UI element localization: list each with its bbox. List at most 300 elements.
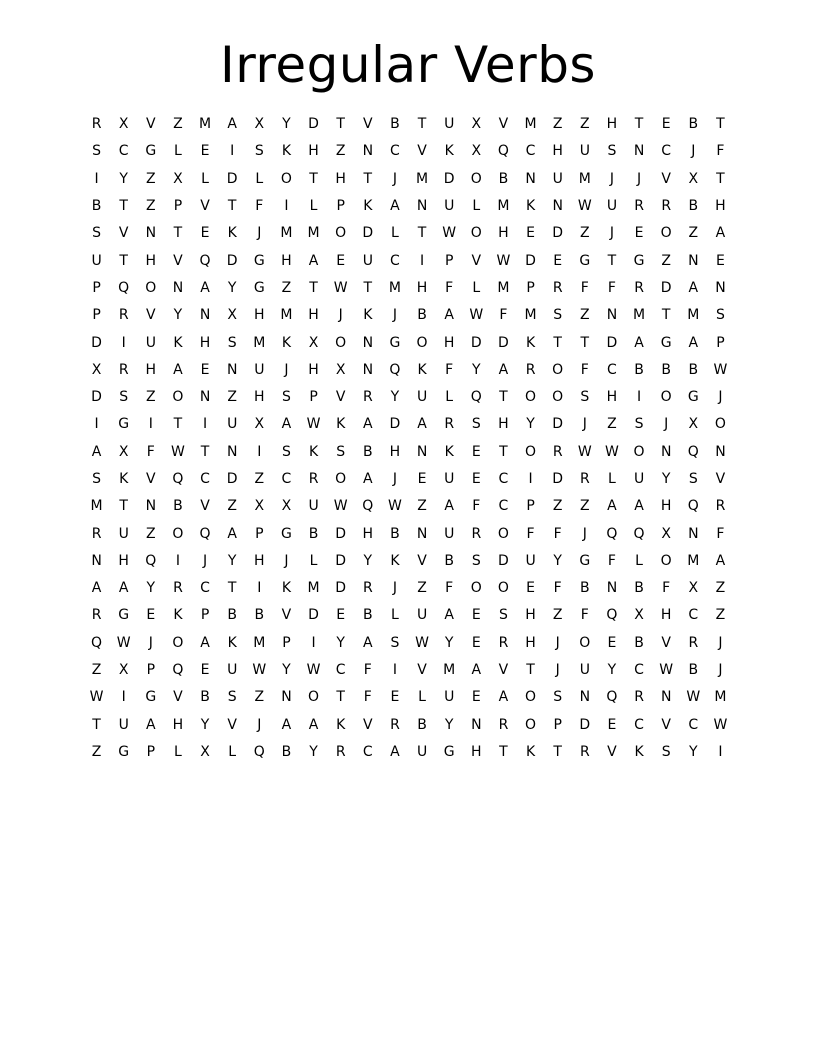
grid-cell[interactable]: H <box>525 607 536 624</box>
grid-cell[interactable]: B <box>254 607 265 624</box>
grid-cell[interactable]: H <box>254 389 265 406</box>
grid-cell[interactable]: N <box>660 689 672 706</box>
grid-cell[interactable]: Y <box>119 170 128 187</box>
grid-cell[interactable]: O <box>552 389 564 406</box>
grid-cell[interactable]: U <box>118 716 129 733</box>
grid-cell[interactable]: M <box>443 662 456 679</box>
grid-cell[interactable]: D <box>308 607 319 624</box>
grid-cell[interactable]: K <box>363 198 373 215</box>
grid-cell[interactable]: F <box>580 279 589 296</box>
grid-cell[interactable]: R <box>362 580 373 597</box>
grid-cell[interactable]: N <box>471 716 482 733</box>
grid-cell[interactable]: G <box>660 334 672 351</box>
grid-cell[interactable]: E <box>634 225 644 242</box>
grid-cell[interactable]: B <box>363 607 373 624</box>
grid-cell[interactable]: V <box>146 471 156 487</box>
grid-cell[interactable]: P <box>173 198 183 215</box>
grid-cell[interactable]: J <box>691 143 696 160</box>
grid-cell[interactable]: C <box>607 361 617 378</box>
grid-cell[interactable]: L <box>472 198 481 215</box>
grid-cell[interactable]: V <box>661 716 671 733</box>
grid-cell[interactable]: Z <box>580 307 590 324</box>
grid-cell[interactable]: T <box>173 225 183 242</box>
grid-cell[interactable]: G <box>145 143 157 160</box>
grid-cell[interactable]: U <box>552 170 563 187</box>
grid-cell[interactable]: M <box>524 116 537 133</box>
grid-cell[interactable]: U <box>416 743 428 760</box>
grid-cell[interactable]: N <box>688 252 699 269</box>
grid-cell[interactable]: V <box>417 662 427 679</box>
grid-cell[interactable]: E <box>471 471 481 487</box>
grid-cell[interactable]: N <box>281 689 292 706</box>
grid-cell[interactable]: X <box>688 580 699 597</box>
grid-cell[interactable]: F <box>607 552 616 569</box>
grid-cell[interactable]: M <box>714 689 727 706</box>
grid-cell[interactable]: L <box>391 225 399 242</box>
grid-cell[interactable]: T <box>119 252 128 269</box>
grid-cell[interactable]: R <box>308 471 319 487</box>
grid-cell[interactable]: N <box>226 443 238 460</box>
grid-cell[interactable]: E <box>526 225 535 242</box>
grid-cell[interactable]: N <box>416 443 428 460</box>
grid-cell[interactable]: B <box>308 525 319 542</box>
grid-cell[interactable]: E <box>526 580 535 597</box>
grid-cell[interactable]: R <box>471 525 482 542</box>
grid-cell[interactable]: C <box>200 580 210 597</box>
grid-cell[interactable]: X <box>254 116 265 133</box>
grid-cell[interactable]: I <box>284 198 289 215</box>
grid-cell[interactable]: W <box>116 634 131 651</box>
grid-cell[interactable]: N <box>91 552 102 569</box>
grid-cell[interactable]: U <box>525 552 536 569</box>
grid-cell[interactable]: H <box>552 143 563 160</box>
grid-cell[interactable]: T <box>499 443 508 460</box>
grid-cell[interactable]: O <box>172 389 184 406</box>
grid-cell[interactable]: H <box>471 743 482 760</box>
grid-cell[interactable]: V <box>363 116 373 133</box>
grid-cell[interactable]: K <box>308 443 319 460</box>
grid-cell[interactable]: M <box>388 279 401 296</box>
grid-cell[interactable]: I <box>175 552 180 569</box>
grid-cell[interactable]: R <box>335 743 346 760</box>
grid-cell[interactable]: C <box>362 743 373 760</box>
grid-cell[interactable]: D <box>226 170 238 187</box>
grid-cell[interactable]: I <box>311 634 316 651</box>
grid-cell[interactable]: Q <box>633 525 645 542</box>
grid-cell[interactable]: I <box>148 416 153 433</box>
grid-cell[interactable]: X <box>254 416 265 433</box>
grid-cell[interactable]: E <box>471 634 481 651</box>
grid-cell[interactable]: P <box>200 607 210 624</box>
grid-cell[interactable]: T <box>417 225 427 242</box>
grid-cell[interactable]: U <box>416 389 428 406</box>
grid-cell[interactable]: A <box>390 743 400 760</box>
grid-cell[interactable]: Y <box>173 307 183 324</box>
grid-cell[interactable]: K <box>336 716 346 733</box>
grid-cell[interactable]: V <box>661 170 671 187</box>
grid-cell[interactable]: K <box>634 743 644 760</box>
grid-cell[interactable]: I <box>202 416 208 433</box>
grid-cell[interactable]: R <box>552 443 563 460</box>
grid-cell[interactable]: G <box>579 552 591 569</box>
grid-cell[interactable]: Z <box>254 471 265 487</box>
grid-cell[interactable]: G <box>118 743 130 760</box>
grid-cell[interactable]: J <box>718 662 723 679</box>
grid-cell[interactable]: Z <box>580 116 590 133</box>
grid-cell[interactable]: Y <box>390 389 400 406</box>
grid-cell[interactable]: G <box>579 252 591 269</box>
grid-cell[interactable]: J <box>636 170 642 187</box>
grid-cell[interactable]: G <box>118 416 130 433</box>
grid-cell[interactable]: Q <box>172 471 184 487</box>
grid-cell[interactable]: M <box>497 198 510 215</box>
grid-cell[interactable]: L <box>201 170 209 187</box>
grid-cell[interactable]: U <box>606 198 618 215</box>
grid-cell[interactable]: W <box>577 443 592 460</box>
grid-cell[interactable]: D <box>335 525 347 542</box>
grid-cell[interactable]: H <box>145 361 157 378</box>
grid-cell[interactable]: S <box>634 416 644 433</box>
grid-cell[interactable]: B <box>661 361 671 378</box>
grid-cell[interactable]: W <box>713 361 728 378</box>
grid-cell[interactable]: E <box>200 662 210 679</box>
grid-cell[interactable]: E <box>661 116 671 133</box>
grid-cell[interactable]: L <box>472 279 481 296</box>
grid-cell[interactable]: E <box>471 689 481 706</box>
grid-cell[interactable]: T <box>363 279 373 296</box>
grid-cell[interactable]: V <box>335 389 346 406</box>
grid-cell[interactable]: H <box>308 307 319 324</box>
grid-cell[interactable]: H <box>172 716 184 733</box>
grid-cell[interactable]: Z <box>715 580 726 597</box>
grid-cell[interactable]: J <box>284 552 289 569</box>
grid-cell[interactable]: B <box>417 716 427 733</box>
grid-cell[interactable]: V <box>227 716 237 733</box>
grid-cell[interactable]: Y <box>444 716 454 733</box>
grid-cell[interactable]: L <box>309 198 318 215</box>
grid-cell[interactable]: B <box>634 361 644 378</box>
grid-cell[interactable]: O <box>470 580 482 597</box>
grid-cell[interactable]: U <box>444 525 455 542</box>
grid-cell[interactable]: U <box>227 416 238 433</box>
grid-cell[interactable]: L <box>418 689 426 706</box>
grid-cell[interactable]: B <box>200 689 210 706</box>
grid-cell[interactable]: H <box>606 389 618 406</box>
grid-cell[interactable]: W <box>713 716 728 733</box>
grid-cell[interactable]: D <box>579 716 591 733</box>
grid-cell[interactable]: C <box>634 662 644 679</box>
grid-cell[interactable]: O <box>525 389 537 406</box>
grid-cell[interactable]: O <box>280 170 292 187</box>
grid-cell[interactable]: N <box>145 498 157 515</box>
grid-cell[interactable]: X <box>661 525 671 542</box>
grid-cell[interactable]: R <box>525 361 536 378</box>
grid-cell[interactable]: Z <box>254 689 265 706</box>
grid-cell[interactable]: W <box>442 225 457 242</box>
grid-cell[interactable]: B <box>363 443 373 460</box>
grid-cell[interactable]: Z <box>227 498 237 515</box>
grid-cell[interactable]: F <box>255 198 264 215</box>
grid-cell[interactable]: A <box>173 361 183 378</box>
grid-cell[interactable]: R <box>173 580 183 597</box>
grid-cell[interactable]: G <box>118 607 130 624</box>
grid-cell[interactable]: O <box>172 634 184 651</box>
grid-cell[interactable]: Z <box>607 416 617 433</box>
grid-cell[interactable]: P <box>444 252 454 269</box>
grid-cell[interactable]: Q <box>470 389 482 406</box>
grid-cell[interactable]: Z <box>91 743 102 760</box>
grid-cell[interactable]: A <box>308 716 319 733</box>
grid-cell[interactable]: J <box>392 580 397 597</box>
grid-cell[interactable]: W <box>306 416 321 433</box>
grid-cell[interactable]: A <box>634 334 644 351</box>
grid-cell[interactable]: A <box>227 116 237 133</box>
grid-cell[interactable]: B <box>688 116 699 133</box>
grid-cell[interactable]: A <box>363 471 373 487</box>
grid-cell[interactable]: P <box>526 498 535 515</box>
grid-cell[interactable]: P <box>146 662 156 679</box>
grid-cell[interactable]: Z <box>552 607 563 624</box>
grid-cell[interactable]: C <box>688 607 699 624</box>
grid-cell[interactable]: F <box>445 361 454 378</box>
grid-cell[interactable]: M <box>307 580 320 597</box>
grid-cell[interactable]: V <box>607 743 617 760</box>
grid-cell[interactable]: S <box>119 389 129 406</box>
grid-cell[interactable]: B <box>281 743 292 760</box>
grid-cell[interactable]: F <box>445 279 454 296</box>
grid-cell[interactable]: A <box>91 580 102 597</box>
grid-cell[interactable]: V <box>498 116 509 133</box>
grid-cell[interactable]: G <box>633 252 645 269</box>
grid-cell[interactable]: E <box>471 443 481 460</box>
grid-cell[interactable]: M <box>307 225 320 242</box>
grid-cell[interactable]: R <box>579 743 590 760</box>
grid-cell[interactable]: O <box>525 716 537 733</box>
grid-cell[interactable]: B <box>580 580 590 597</box>
grid-cell[interactable]: W <box>605 443 619 460</box>
grid-cell[interactable]: R <box>390 716 400 733</box>
grid-cell[interactable]: E <box>390 689 400 706</box>
grid-cell[interactable]: P <box>309 389 318 406</box>
grid-cell[interactable]: R <box>634 198 644 215</box>
grid-cell[interactable]: O <box>660 389 672 406</box>
grid-cell[interactable]: A <box>200 634 210 651</box>
grid-cell[interactable]: X <box>308 334 319 351</box>
grid-cell[interactable]: X <box>281 498 292 515</box>
grid-cell[interactable]: E <box>553 252 563 269</box>
grid-cell[interactable]: H <box>254 307 265 324</box>
grid-cell[interactable]: Q <box>687 443 699 460</box>
grid-cell[interactable]: A <box>281 416 292 433</box>
grid-cell[interactable]: S <box>607 143 617 160</box>
grid-cell[interactable]: H <box>498 416 509 433</box>
grid-cell[interactable]: A <box>471 662 482 679</box>
grid-cell[interactable]: Z <box>227 389 237 406</box>
grid-cell[interactable]: N <box>606 307 618 324</box>
grid-cell[interactable]: K <box>173 334 183 351</box>
grid-cell[interactable]: W <box>388 498 402 515</box>
grid-cell[interactable]: J <box>392 170 397 187</box>
grid-cell[interactable]: V <box>146 307 156 324</box>
grid-cell[interactable]: L <box>174 143 182 160</box>
grid-cell[interactable]: T <box>634 116 644 133</box>
grid-cell[interactable]: H <box>416 279 428 296</box>
grid-cell[interactable]: Y <box>526 416 535 433</box>
grid-cell[interactable]: B <box>634 634 644 651</box>
grid-cell[interactable]: H <box>281 252 292 269</box>
grid-cell[interactable]: A <box>688 334 699 351</box>
grid-cell[interactable]: T <box>309 279 318 296</box>
grid-cell[interactable]: H <box>254 552 265 569</box>
grid-cell[interactable]: D <box>226 471 238 487</box>
grid-cell[interactable]: B <box>688 361 699 378</box>
grid-cell[interactable]: U <box>444 116 455 133</box>
grid-cell[interactable]: N <box>172 279 184 296</box>
grid-cell[interactable]: A <box>444 607 454 624</box>
grid-cell[interactable]: O <box>470 170 482 187</box>
grid-cell[interactable]: E <box>146 607 156 624</box>
grid-cell[interactable]: F <box>526 525 535 542</box>
grid-cell[interactable]: W <box>659 662 674 679</box>
grid-cell[interactable]: E <box>336 252 346 269</box>
grid-cell[interactable]: E <box>200 225 210 242</box>
grid-cell[interactable]: U <box>145 334 156 351</box>
grid-cell[interactable]: N <box>525 170 536 187</box>
grid-cell[interactable]: E <box>200 361 210 378</box>
grid-cell[interactable]: C <box>688 716 699 733</box>
grid-cell[interactable]: R <box>91 607 102 624</box>
grid-cell[interactable]: P <box>92 279 101 296</box>
grid-cell[interactable]: J <box>582 416 587 433</box>
grid-cell[interactable]: Z <box>715 607 726 624</box>
grid-cell[interactable]: B <box>498 170 509 187</box>
grid-cell[interactable]: I <box>257 443 262 460</box>
grid-cell[interactable]: I <box>257 580 262 597</box>
grid-cell[interactable]: D <box>498 552 509 569</box>
grid-cell[interactable]: R <box>634 689 644 706</box>
grid-cell[interactable]: H <box>308 361 319 378</box>
grid-cell[interactable]: Z <box>417 498 427 515</box>
grid-cell[interactable]: M <box>687 307 700 324</box>
grid-cell[interactable]: D <box>308 116 319 133</box>
grid-cell[interactable]: S <box>254 143 264 160</box>
grid-cell[interactable]: R <box>91 116 102 133</box>
grid-cell[interactable]: K <box>227 634 237 651</box>
grid-cell[interactable]: D <box>660 279 672 296</box>
grid-cell[interactable]: H <box>443 334 455 351</box>
grid-cell[interactable]: X <box>335 361 346 378</box>
grid-cell[interactable]: H <box>308 143 319 160</box>
grid-cell[interactable]: S <box>92 143 101 160</box>
grid-cell[interactable]: T <box>227 198 237 215</box>
grid-cell[interactable]: D <box>552 225 564 242</box>
grid-cell[interactable]: X <box>688 170 699 187</box>
grid-cell[interactable]: T <box>526 662 535 679</box>
grid-cell[interactable]: T <box>92 716 101 733</box>
grid-cell[interactable]: X <box>254 498 265 515</box>
grid-cell[interactable]: U <box>227 662 238 679</box>
grid-cell[interactable]: H <box>145 252 157 269</box>
grid-cell[interactable]: D <box>335 552 347 569</box>
grid-cell[interactable]: J <box>609 225 614 242</box>
grid-cell[interactable]: X <box>118 662 129 679</box>
grid-cell[interactable]: J <box>392 307 397 324</box>
grid-cell[interactable]: V <box>363 716 373 733</box>
grid-cell[interactable]: Z <box>335 143 346 160</box>
grid-cell[interactable]: K <box>119 471 129 487</box>
grid-cell[interactable]: G <box>443 743 455 760</box>
grid-cell[interactable]: V <box>200 498 210 515</box>
grid-cell[interactable]: T <box>716 116 725 133</box>
grid-cell[interactable]: Y <box>146 580 156 597</box>
grid-cell[interactable]: U <box>444 198 455 215</box>
grid-cell[interactable]: M <box>633 307 646 324</box>
grid-cell[interactable]: D <box>362 225 374 242</box>
grid-cell[interactable]: L <box>608 471 616 487</box>
grid-cell[interactable]: P <box>255 525 264 542</box>
grid-cell[interactable]: B <box>417 307 427 324</box>
grid-cell[interactable]: M <box>280 307 293 324</box>
grid-cell[interactable]: X <box>471 143 482 160</box>
grid-cell[interactable]: N <box>660 443 672 460</box>
grid-cell[interactable]: T <box>173 416 183 433</box>
grid-cell[interactable]: Z <box>417 580 427 597</box>
grid-cell[interactable]: Q <box>118 279 130 296</box>
grid-cell[interactable]: H <box>715 198 726 215</box>
grid-cell[interactable]: S <box>390 634 400 651</box>
grid-cell[interactable]: V <box>200 198 210 215</box>
grid-cell[interactable]: M <box>687 552 700 569</box>
grid-cell[interactable]: U <box>579 662 590 679</box>
grid-cell[interactable]: O <box>335 471 347 487</box>
grid-cell[interactable]: A <box>146 716 156 733</box>
grid-cell[interactable]: O <box>416 334 428 351</box>
grid-cell[interactable]: C <box>118 143 129 160</box>
grid-cell[interactable]: X <box>173 170 183 187</box>
grid-cell[interactable]: E <box>607 716 617 733</box>
grid-cell[interactable]: R <box>362 389 373 406</box>
grid-cell[interactable]: P <box>146 743 156 760</box>
grid-cell[interactable]: E <box>471 607 481 624</box>
grid-cell[interactable]: L <box>255 170 264 187</box>
grid-cell[interactable]: R <box>579 471 590 487</box>
grid-cell[interactable]: O <box>660 225 672 242</box>
grid-cell[interactable]: F <box>716 143 725 160</box>
grid-cell[interactable]: J <box>718 389 723 406</box>
grid-cell[interactable]: Q <box>199 525 211 542</box>
grid-cell[interactable]: Y <box>444 634 454 651</box>
grid-cell[interactable]: U <box>633 471 645 487</box>
grid-cell[interactable]: L <box>635 552 643 569</box>
grid-cell[interactable]: W <box>89 689 104 706</box>
grid-cell[interactable]: R <box>91 525 102 542</box>
grid-cell[interactable]: G <box>253 252 265 269</box>
grid-cell[interactable]: T <box>661 307 671 324</box>
grid-cell[interactable]: W <box>306 662 321 679</box>
grid-cell[interactable]: W <box>469 307 484 324</box>
grid-cell[interactable]: K <box>525 743 536 760</box>
grid-cell[interactable]: W <box>171 443 185 460</box>
grid-cell[interactable]: Z <box>146 525 156 542</box>
grid-cell[interactable]: T <box>119 498 128 515</box>
grid-cell[interactable]: B <box>91 198 102 215</box>
grid-cell[interactable]: A <box>444 307 454 324</box>
grid-cell[interactable]: Q <box>145 552 157 569</box>
grid-cell[interactable]: H <box>660 607 672 624</box>
grid-cell[interactable]: T <box>553 743 562 760</box>
grid-cell[interactable]: V <box>471 252 482 269</box>
grid-cell[interactable]: R <box>661 198 672 215</box>
